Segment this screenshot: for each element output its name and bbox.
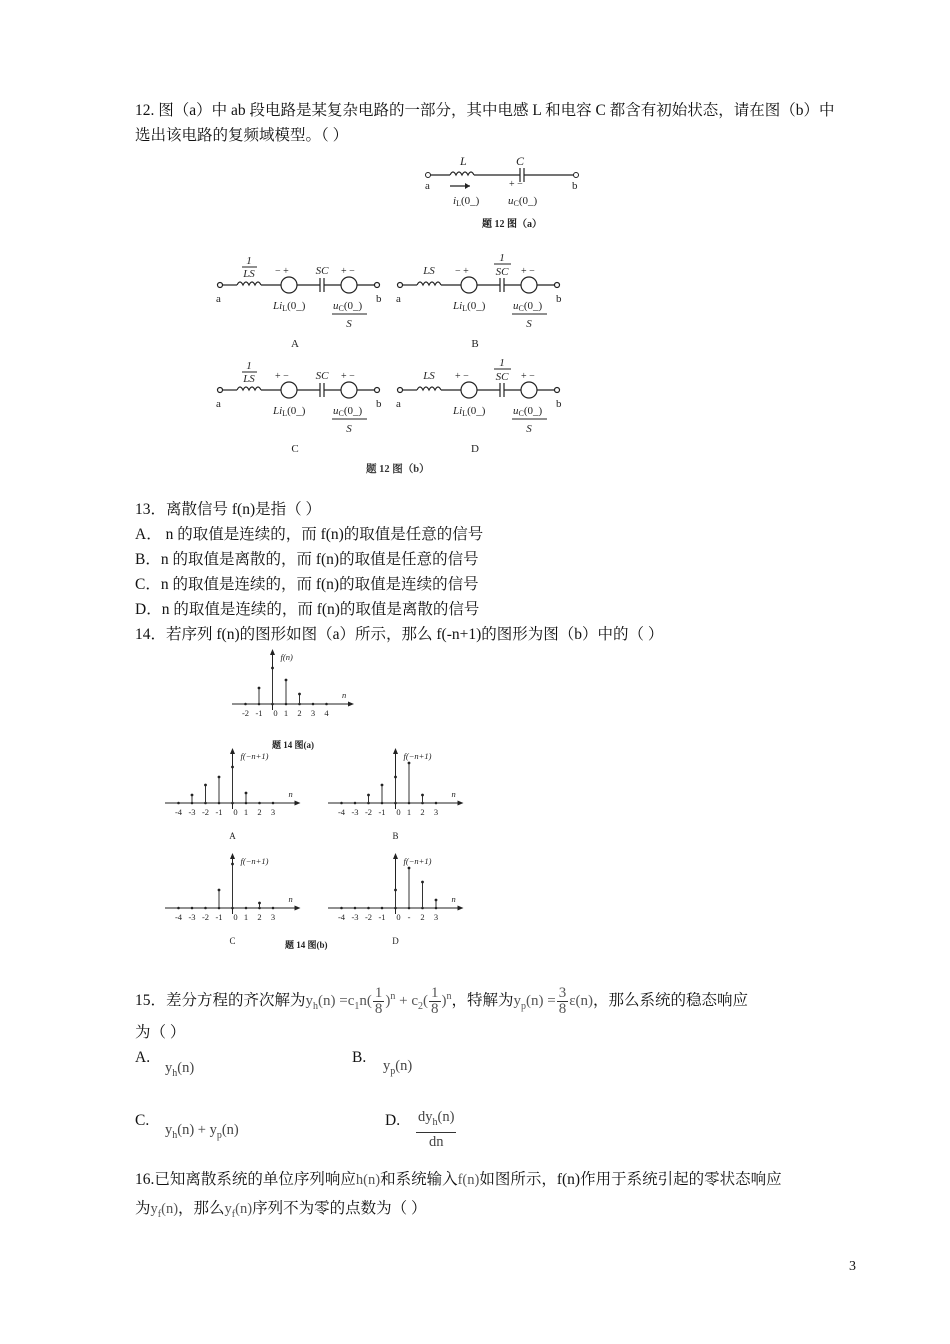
panel-label: C (229, 936, 236, 946)
src1-polarity: + − (455, 371, 469, 382)
src2-label: uC(0_) (333, 300, 363, 313)
fig-14a-caption: 题 14 图(a) (272, 740, 314, 750)
tick-label: 2 (420, 807, 425, 817)
optB-sub: p (390, 1065, 396, 1077)
tick-label: -3 (351, 912, 359, 922)
optC-mid: (n) + y (177, 1122, 217, 1138)
q15-line2: 为（ ） (135, 1024, 186, 1041)
stem-dot (421, 881, 424, 884)
sample-dot (204, 907, 207, 910)
stem-dot (435, 899, 438, 902)
circuit-option-D (396, 357, 562, 455)
panel-label: D (392, 936, 399, 946)
tick-label: 0 (233, 807, 238, 817)
q13-option-d: D．n 的取值是连续的，而 f(n)的取值是离散的信号 (135, 601, 480, 618)
x-axis-label: n (342, 690, 347, 700)
src1-label: LiL(0_) (453, 300, 486, 313)
sample-dot (312, 703, 315, 706)
inductor-num: 1 (246, 360, 252, 372)
sample-dot (258, 802, 261, 805)
tick-label: -3 (188, 912, 196, 922)
stem-dot (218, 776, 221, 779)
sample-dot (244, 703, 247, 706)
q12-line2: 选出该电路的复频域模型。（ ） (135, 127, 349, 144)
yf1-sub: f (157, 1208, 162, 1220)
q16-line2 (135, 1199, 426, 1225)
q16-line2-b: ，那么 (178, 1200, 225, 1217)
capacitor-num: 1 (499, 357, 505, 369)
tick-label: -1 (215, 807, 223, 817)
capacitor-num: 1 (499, 252, 505, 264)
tick-label: -2 (201, 912, 210, 922)
tick-label: -4 (174, 912, 183, 922)
tick-label: -2 (201, 807, 210, 817)
stem-dot (204, 784, 207, 787)
sample-dot (272, 907, 275, 910)
pow-n-2: n (446, 990, 452, 1002)
tick-label: - (407, 912, 411, 922)
optB-y: y (383, 1058, 391, 1074)
sample-dot (354, 802, 357, 805)
sample-dot (381, 907, 384, 910)
c2-sub: 2 (418, 1000, 423, 1012)
capacitor-den: SC (495, 371, 509, 383)
optC-arg: (n) (221, 1122, 239, 1138)
capacitor-value: SC (315, 370, 329, 382)
sample-dot (340, 907, 343, 910)
x-axis-label: n (451, 789, 456, 799)
optB-arg: (n) (395, 1058, 413, 1074)
q13-option-c: C．n 的取值是连续的，而 f(n)的取值是连续的信号 (135, 576, 479, 593)
stem-dot (231, 766, 234, 769)
src1-label: LiL(0_) (453, 405, 486, 418)
tick-label: 0 (396, 807, 401, 817)
node-a: a (425, 180, 430, 192)
y-axis-label: f(−n+1) (240, 856, 269, 866)
stem-plot-14a (232, 649, 354, 718)
tick-label: 0 (396, 912, 401, 922)
stem-dot (218, 889, 221, 892)
tick-label: -1 (378, 807, 386, 817)
src2-polarity: + − (341, 266, 355, 277)
option-label: B (471, 338, 479, 350)
inductor-den: LS (243, 268, 255, 280)
stem-plot-14b-C (165, 853, 301, 946)
voltage-source-icon (281, 277, 297, 293)
yp-sub: p (521, 1000, 527, 1012)
inductor-icon (237, 387, 261, 390)
node-a: a (396, 293, 401, 305)
stem-plot-14b-B (328, 748, 464, 841)
iL-sub: L (456, 199, 461, 208)
src2-label: uC(0_) (513, 300, 543, 313)
q15-option-d: D. (385, 1112, 401, 1129)
frac2-den: 8 (431, 1000, 439, 1017)
frac1-num: 1 (374, 984, 383, 1001)
stem-dot (271, 667, 274, 670)
q15-option-c: C. (135, 1112, 150, 1129)
page-number: 3 (849, 1259, 856, 1274)
tick-label: 1 (243, 912, 249, 922)
circuit-option-B (396, 252, 562, 350)
frac1-den: 8 (374, 1000, 383, 1017)
x-axis-label: n (451, 894, 456, 904)
sample-dot (325, 703, 328, 706)
option-label: C (291, 443, 299, 455)
capacitor-den: SC (495, 266, 509, 278)
voltage-source-icon (341, 382, 357, 398)
q15-mid: ，特解为 (451, 992, 514, 1009)
iL-symbol: i (453, 195, 457, 207)
node-b: b (572, 180, 578, 192)
tick-label: 4 (324, 708, 329, 718)
stem-dot (191, 794, 194, 797)
frac3-den: 8 (558, 1000, 567, 1017)
tick-label: 2 (297, 708, 302, 718)
sample-dot (191, 907, 194, 910)
sample-dot (340, 802, 343, 805)
q16-f: f(n) (457, 1172, 480, 1188)
q15-pre: 15．差分方程的齐次解为 (135, 992, 306, 1009)
tick-label: 2 (420, 912, 425, 922)
tick-label: -2 (241, 708, 250, 718)
node-a: a (216, 398, 221, 410)
y-axis-label: f(−n+1) (240, 751, 269, 761)
src2-label: uC(0_) (333, 405, 363, 418)
tick-label: 3 (270, 807, 276, 817)
label-C: C (516, 154, 525, 168)
y-axis-label: f(−n+1) (403, 751, 432, 761)
optA-arg: (n) (177, 1060, 195, 1076)
fig-14b (160, 745, 470, 955)
capacitor-value: SC (315, 265, 329, 277)
stem-dot (258, 902, 261, 905)
yh-arg: (n) =c (318, 992, 355, 1009)
label-L: L (460, 154, 467, 168)
tick-label: -1 (378, 912, 386, 922)
sample-dot (245, 907, 248, 910)
tick-label: -4 (337, 912, 346, 922)
inductor-num: 1 (246, 255, 252, 267)
uc-symbol: u (508, 195, 514, 207)
sample-dot (435, 802, 438, 805)
iL-arg: (0_) (460, 195, 480, 207)
voltage-source-icon (341, 277, 357, 293)
tick-label: 3 (270, 912, 276, 922)
node-a: a (216, 293, 221, 305)
src2-polarity: + − (521, 266, 535, 277)
tick-label: 1 (243, 807, 249, 817)
option-label: D (471, 443, 479, 455)
inductor-value: LS (423, 370, 435, 382)
svg-text:uC(0_) (508, 195, 538, 208)
stem-dot (367, 794, 370, 797)
q16-line2-c: 序列不为零的点数为（ ） (252, 1200, 427, 1217)
circuit-option-C (216, 360, 382, 455)
src1-polarity: − + (455, 266, 469, 277)
node-b: b (376, 293, 382, 305)
q15-option-a: A. (135, 1049, 151, 1066)
src1-label: LiL(0_) (273, 300, 306, 313)
optD-num: dy (418, 1109, 433, 1125)
tick-label: -3 (351, 807, 359, 817)
q16-line1 (135, 1170, 782, 1190)
pow-n-1: n (390, 990, 396, 1002)
inductor-value: LS (423, 265, 435, 277)
stem-plot-14b-D (328, 853, 464, 946)
cap-polarity: + − (509, 179, 523, 190)
option-label: A (291, 338, 299, 350)
tick-label: 0 (233, 912, 238, 922)
q14-stem: 14．若序列 f(n)的图形如图（a）所示，那么 f(-n+1)的图形为图（b）中的（ ） (135, 626, 664, 643)
stem-dot (245, 792, 248, 795)
inductor-icon (417, 282, 441, 285)
tick-label: -1 (215, 912, 223, 922)
q16-line1-c: 如图所示，f(n)作用于系统引起的零状态响应 (479, 1171, 782, 1188)
tick-label: -4 (337, 807, 346, 817)
q12-line1: 12. 图（a）中 ab 段电路是某复杂电路的一部分，其中电感 L 和电容 C 都含有初始状态，请在图（b）中 (135, 102, 835, 119)
panel-label: A (229, 831, 236, 841)
inductor-icon (417, 387, 441, 390)
svg-text:iL(0_) (453, 195, 480, 208)
src2-polarity: + − (521, 371, 535, 382)
epsilon: ε(n) (569, 992, 594, 1009)
sample-dot (272, 802, 275, 805)
q15-option-b-expr (383, 1058, 412, 1077)
tick-label: -4 (174, 807, 183, 817)
optA-y: y (165, 1060, 173, 1076)
circuit-option-A (216, 255, 382, 350)
q15-particular-solution (514, 986, 594, 1017)
src2-den: S (346, 423, 352, 435)
q15-post: ，那么系统的稳态响应 (593, 992, 749, 1009)
sample-dot (367, 907, 370, 910)
q16-line2-a: 为 (135, 1200, 151, 1217)
q15-homogeneous-solution: $y_h(n) =c_1n$( $\frac{1}{8}$ )$^n + c_2$( $\frac{1}{8}$ )$^n$ (305, 984, 452, 1017)
node-a: a (396, 398, 401, 410)
fig-14b-caption: 题 14 图(b) (285, 940, 328, 950)
stem-dot (394, 889, 397, 892)
inductor-icon (237, 282, 261, 285)
tick-label: 3 (310, 708, 316, 718)
sample-dot (354, 907, 357, 910)
tick-label: 0 (273, 708, 278, 718)
q15-option-c-expr (165, 1122, 239, 1141)
tick-label: 2 (257, 912, 262, 922)
x-axis-label: n (288, 789, 293, 799)
stem-plot-14b-A (165, 748, 301, 841)
tick-label: 1 (406, 807, 412, 817)
y-axis-label: f(−n+1) (403, 856, 432, 866)
yf1-arg: (n) (161, 1201, 179, 1217)
yf2: y (224, 1201, 232, 1217)
tick-label: -3 (188, 807, 196, 817)
paren-open: ( (423, 992, 428, 1009)
stem-dot (231, 863, 234, 866)
q16-h: h(n) (355, 1172, 381, 1188)
fig-14a (230, 648, 380, 753)
fig-12b (205, 250, 585, 480)
stem-dot (408, 762, 411, 765)
stem-dot (285, 679, 288, 682)
src2-den: S (526, 423, 532, 435)
src1-polarity: − + (275, 266, 289, 277)
x-axis-label: n (288, 894, 293, 904)
sample-dot (177, 907, 180, 910)
tick-label: 3 (433, 807, 439, 817)
q13-option-b: B．n 的取值是离散的，而 f(n)的取值是任意的信号 (135, 551, 479, 568)
tick-label: 2 (257, 807, 262, 817)
q13-stem: 13．离散信号 f(n)是指（ ） (135, 501, 321, 518)
optC-sub2: p (216, 1129, 222, 1141)
y-axis-label: f(n) (280, 652, 293, 662)
optC-sub1: h (172, 1129, 178, 1141)
yf1: y (150, 1201, 158, 1217)
fig-12b-caption: 题 12 图（b） (366, 464, 430, 475)
q16-line1-b: 和系统输入 (380, 1171, 458, 1188)
c1-sub: 1 (354, 1000, 360, 1012)
fig-12a (420, 150, 600, 235)
stem-dot (381, 784, 384, 787)
tick-label: -2 (364, 807, 373, 817)
tick-label: 1 (283, 708, 289, 718)
optC-y1: y (165, 1122, 173, 1138)
src2-den: S (346, 318, 352, 330)
optA-sub: h (172, 1067, 178, 1079)
q15-line1 (135, 986, 748, 1016)
yh-sub: h (313, 1000, 319, 1012)
tick-label: -1 (255, 708, 263, 718)
plus-c: + c (395, 992, 418, 1009)
node-b: b (556, 398, 562, 410)
src1-polarity: + − (275, 371, 289, 382)
yf2-arg: (n) (235, 1201, 253, 1217)
voltage-source-icon (461, 382, 477, 398)
frac3-num: 3 (558, 984, 567, 1001)
inductor-den: LS (243, 373, 255, 385)
tick-label: 3 (433, 912, 439, 922)
q15-option-d-expr (415, 1108, 457, 1152)
n-open: n( (359, 992, 372, 1009)
node-b: b (556, 293, 562, 305)
stem-dot (258, 687, 261, 690)
q13-option-a: A． n 的取值是连续的，而 f(n)的取值是任意的信号 (135, 526, 484, 543)
voltage-source-icon (521, 382, 537, 398)
voltage-source-icon (281, 382, 297, 398)
src2-label: uC(0_) (513, 405, 543, 418)
voltage-source-icon (521, 277, 537, 293)
voltage-source-icon (461, 277, 477, 293)
stem-dot (394, 776, 397, 779)
panel-label: B (392, 831, 399, 841)
src2-polarity: + − (341, 371, 355, 382)
src1-label: LiL(0_) (273, 405, 306, 418)
optD-den: dn (428, 1133, 444, 1150)
optD-sub: h (432, 1116, 438, 1128)
stem-dot (421, 794, 424, 797)
yp-arg: (n) = (526, 992, 556, 1009)
stem-dot (408, 867, 411, 870)
tick-label: -2 (364, 912, 373, 922)
src2-den: S (526, 318, 532, 330)
yf2-sub: f (231, 1208, 236, 1220)
uc-arg: (0_) (518, 195, 538, 207)
sample-dot (177, 802, 180, 805)
yh-symbol: y (305, 992, 314, 1009)
uc-sub: C (513, 199, 519, 208)
yp-symbol: y (513, 992, 522, 1009)
q15-option-a-expr (165, 1060, 194, 1079)
fig-12a-caption: 题 12 图（a） (482, 219, 542, 230)
q15-option-b: B. (352, 1049, 367, 1066)
stem-dot (298, 693, 301, 696)
optD-numarg: (n) (437, 1109, 455, 1125)
node-b: b (376, 398, 382, 410)
frac2-num: 1 (431, 984, 439, 1001)
q16-line1-a: 16.已知离散系统的单位序列响应 (135, 1171, 356, 1188)
paren-close: ) (441, 992, 447, 1009)
